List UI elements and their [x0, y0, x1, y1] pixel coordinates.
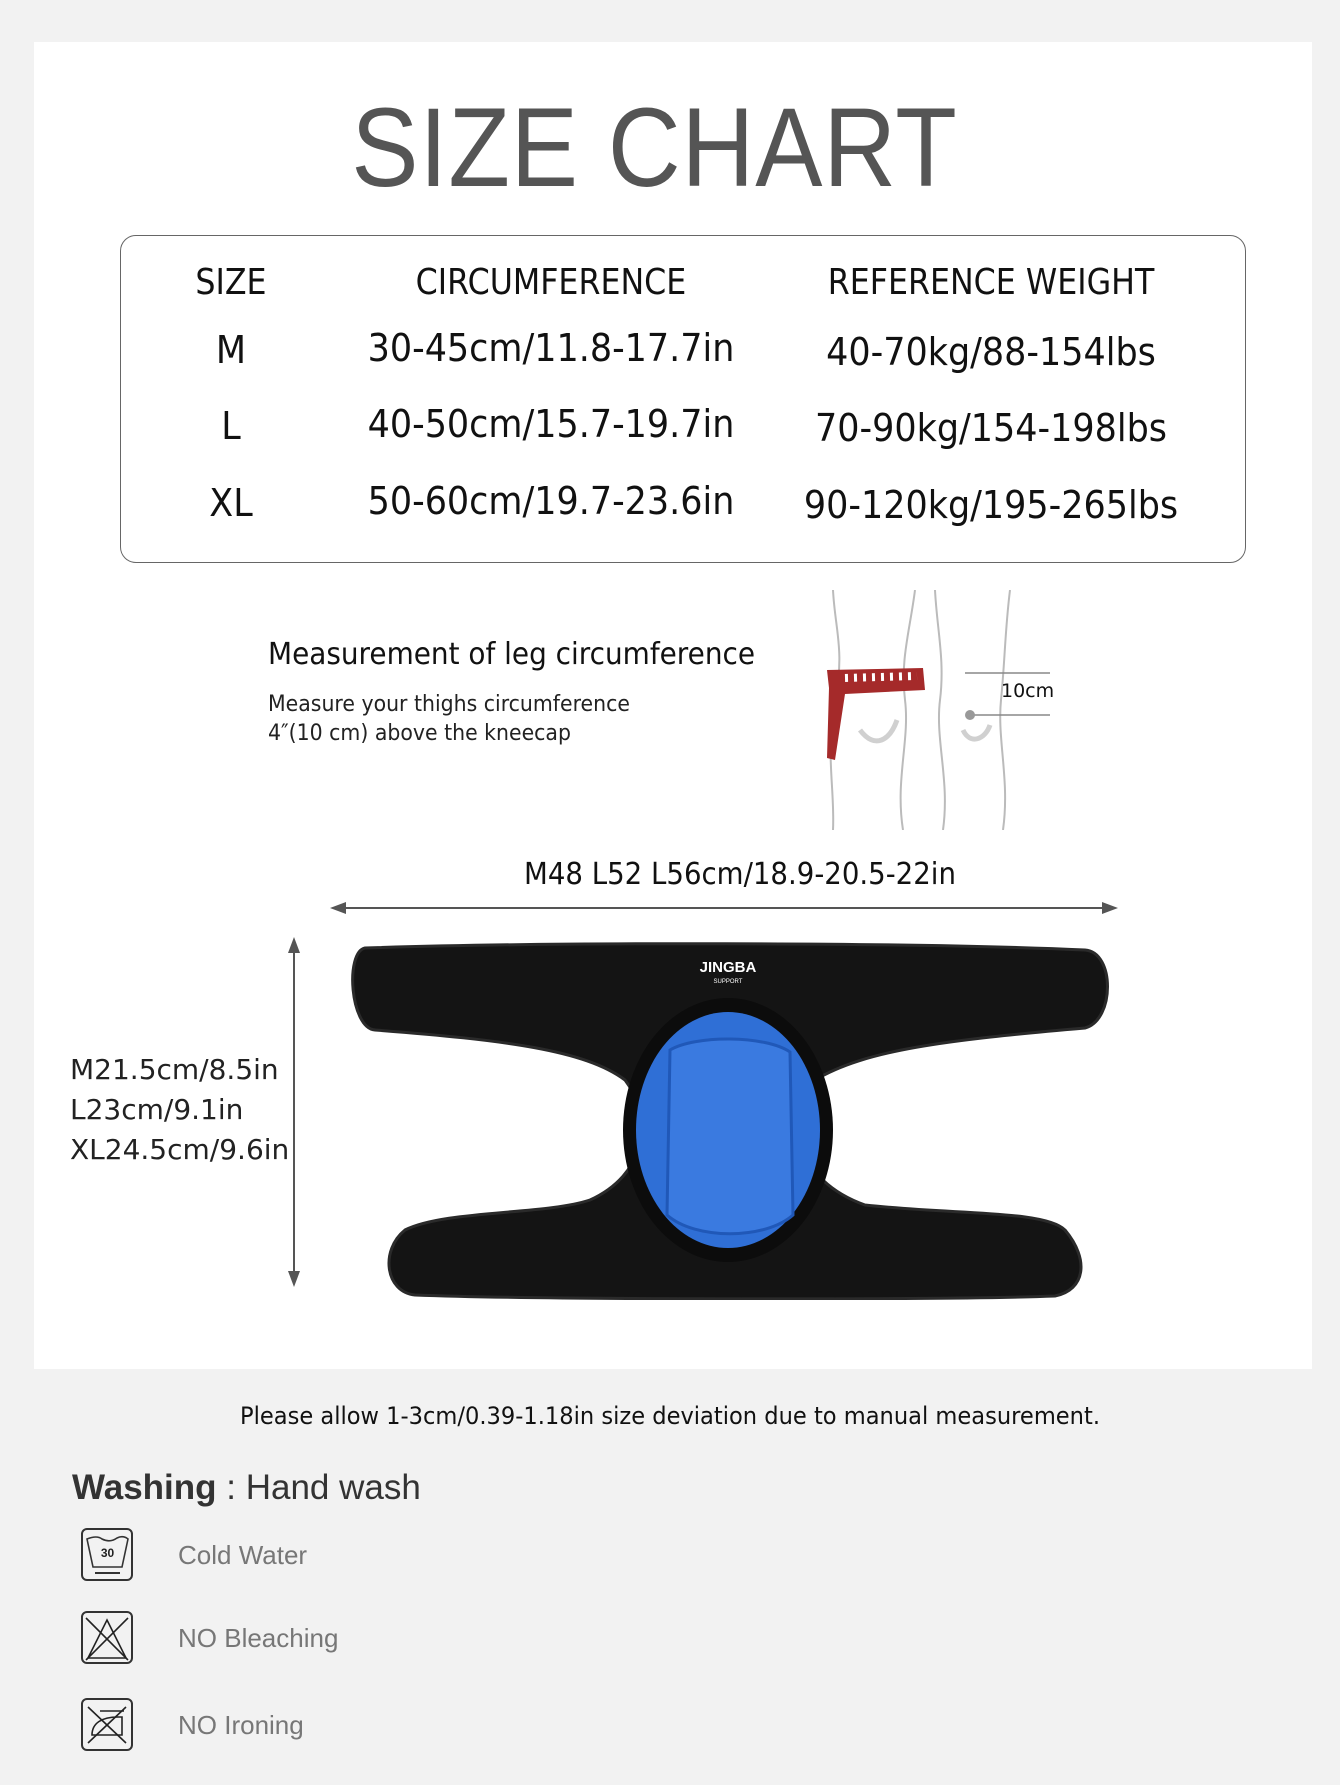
measurement-instructions	[268, 690, 630, 748]
row-m-size: M	[215, 328, 247, 372]
width-arrow-icon	[330, 900, 1118, 916]
no-iron-icon	[80, 1697, 136, 1753]
care-label-cold-water: Cold Water	[178, 1539, 308, 1570]
measurement-title: Measurement of leg circumference	[268, 637, 756, 672]
care-label-no-ironing: NO Ironing	[178, 1709, 304, 1740]
row-l-weight: 70-90kg/154-198lbs	[814, 406, 1167, 450]
height-m: M21.5cm/8.5in	[70, 1053, 279, 1086]
header-reference-weight: REFERENCE WEIGHT	[827, 262, 1155, 303]
knee-pad-product-image	[345, 940, 1110, 1300]
washing-label: Washing	[72, 1468, 217, 1507]
row-l-size: L	[221, 404, 241, 448]
page-title: SIZE CHART	[351, 85, 958, 210]
row-l-circumference: 40-50cm/15.7-19.7in	[367, 402, 735, 446]
size-deviation-note: Please allow 1-3cm/0.39-1.18in size deviation due to manual measurement.	[239, 1402, 1100, 1430]
washing-heading	[72, 1468, 421, 1508]
row-xl-circumference: 50-60cm/19.7-23.6in	[367, 479, 735, 523]
svg-text:SUPPORT: SUPPORT	[713, 979, 743, 985]
leg-measurement-illustration	[805, 590, 1085, 830]
row-xl-weight: 90-120kg/195-265lbs	[803, 483, 1179, 527]
size-table	[120, 235, 1246, 563]
ten-cm-label: 10cm	[1001, 680, 1055, 702]
product-width-label: M48 L52 L56cm/18.9-20.5-22in	[524, 857, 956, 892]
measurement-line-2: 4″(10 cm) above the kneecap	[268, 721, 571, 746]
product-height-labels	[70, 1050, 289, 1170]
brand-logo: JINGBA	[699, 959, 757, 976]
svg-text:30: 30	[100, 1546, 115, 1560]
row-m-circumference: 30-45cm/11.8-17.7in	[367, 326, 735, 370]
height-l: L23cm/9.1in	[70, 1093, 244, 1126]
row-xl-size: XL	[209, 481, 253, 525]
height-xl: XL24.5cm/9.6in	[70, 1133, 290, 1166]
wash-30-icon	[80, 1527, 136, 1583]
washing-separator: :	[216, 1468, 246, 1507]
care-item-no-ironing	[80, 1697, 304, 1753]
care-item-cold-water	[80, 1527, 308, 1583]
header-size: SIZE	[195, 262, 267, 303]
care-label-no-bleaching: NO Bleaching	[178, 1622, 339, 1653]
measurement-line-1: Measure your thighs circumference	[268, 692, 630, 717]
washing-value: Hand wash	[245, 1468, 421, 1507]
no-bleach-icon	[80, 1610, 136, 1666]
row-m-weight: 40-70kg/88-154lbs	[826, 330, 1156, 374]
header-circumference: CIRCUMFERENCE	[415, 262, 687, 303]
care-item-no-bleaching	[80, 1610, 339, 1666]
